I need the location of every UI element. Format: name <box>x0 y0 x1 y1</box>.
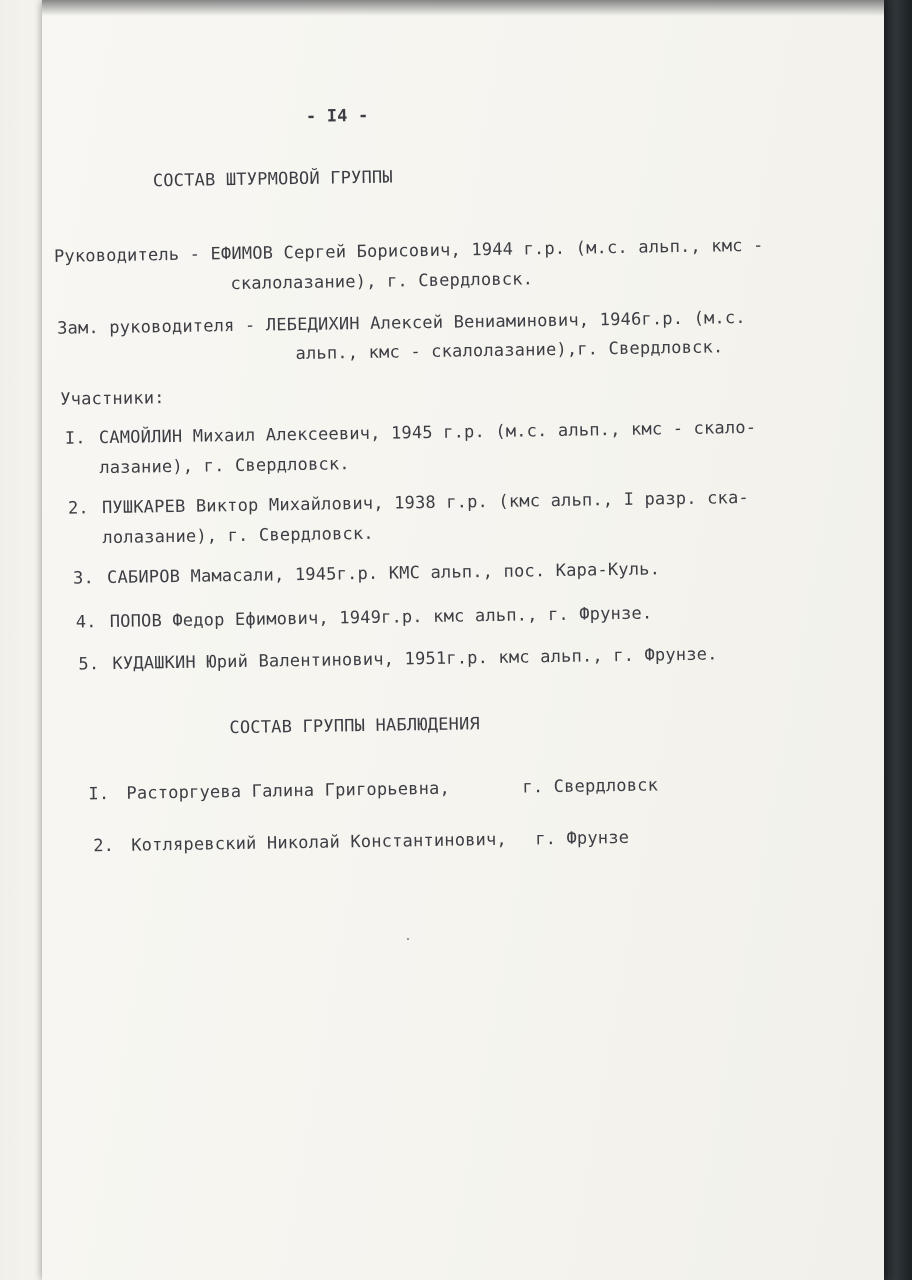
participant-2-number: 2. <box>67 498 90 519</box>
participant-1-number: I. <box>64 428 86 449</box>
paper-speck <box>407 938 409 940</box>
observer-1-name: Расторгуева Галина Григорьевна, <box>126 778 451 804</box>
participant-5-line-1: КУДАШКИН Юрий Валентинович, 1951г.р. кмс альп., г. Фрунзе. <box>112 644 718 674</box>
participant-5-number: 5. <box>78 654 100 675</box>
document-page <box>42 0 884 1280</box>
observer-2-city: г. Фрунзе <box>535 827 630 850</box>
observer-1-number: I. <box>88 784 110 805</box>
deputy-line-1: Зам. руководителя - ЛЕБЕДИХИН Алексей Вениаминович, 1946г.р. (м.с. <box>57 307 746 339</box>
participant-3-line-1: САБИРОВ Мамасали, 1945г.р. КМС альп., пос. Кара-Куль. <box>106 559 661 589</box>
heading-assault-group: СОСТАВ ШТУРМОВОЙ ГРУППЫ <box>152 167 394 192</box>
participant-2-line-1: ПУШКАРЕВ Виктор Михайлович, 1938 г.р. (кмс альп., I разр. ска- <box>101 487 750 519</box>
participant-2-line-2: лолазание), г. Свердловск. <box>102 523 374 549</box>
page-number: - I4 - <box>305 105 369 127</box>
participant-1-line-2: лазание), г. Свердловск. <box>99 454 350 479</box>
observer-1-city: г. Свердловск <box>522 775 659 798</box>
participant-4-line-1: ПОПОВ Федор Ефимович, 1949г.р. кмс альп., г. Фрунзе. <box>109 603 653 633</box>
page-content <box>42 0 884 1280</box>
participant-4-number: 4. <box>75 612 97 633</box>
participant-3-number: 3. <box>72 568 95 589</box>
participant-1-line-1: САМОЙЛИН Михаил Алексеевич, 1945 г.р. (м.с. альп., кмс - скало- <box>98 417 757 449</box>
leader-line-2: скалолазание), г. Свердловск. <box>230 269 534 295</box>
heading-observation-group: СОСТАВ ГРУППЫ НАБЛЮДЕНИЯ <box>229 714 481 739</box>
observer-2-name: Котляревский Николай Константинович, <box>131 829 508 856</box>
deputy-line-2: альп., кмс - скалолазание),г. Свердловск. <box>295 337 724 365</box>
observer-2-number: 2. <box>93 835 115 857</box>
participants-label: Участники: <box>60 388 165 410</box>
leader-line-1: Руководитель - ЕФИМОВ Сергей Борисович, 1944 г.р. (м.с. альп., кмс - <box>53 235 764 267</box>
